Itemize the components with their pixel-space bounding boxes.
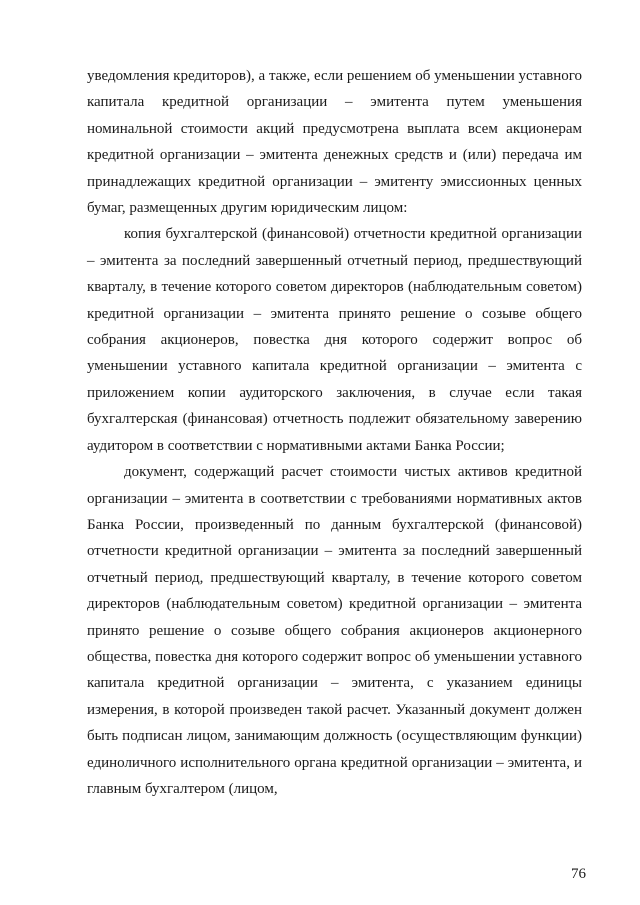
paragraph-continuation: уведомления кредиторов), а также, если решением об уменьшении уставного капитала кредитной организации – эмитента путем уменьшения номинальной стоимости акций предусмотрена выплата всем акционерам кредитной организации – эмитента денежных средств и (или) передача им принадлежащих кредитной организации – эмитенту эмиссионных ценных бумаг, размещенных другим юридическим лицом:: [87, 68, 582, 217]
paragraph-accounting-copy: копия бухгалтерской (финансовой) отчетности кредитной организации – эмитента за последний завершенный отчетный период, предшествующий кварталу, в течение которого советом директоров (наблюдательным советом) кредитной организации – эмитента принято решение о созыве общего собрания акционеров, повестка дня которого содержит вопрос об уменьшении уставного капитала кредитной организации – эмитента с приложением копии аудиторского заключения, в случае если такая бухгалтерская (финансовая) отчетность подлежит обязательному заверению аудитором в соответствии с нормативными актами Банка России;: [87, 226, 582, 454]
paragraph-net-assets-document: документ, содержащий расчет стоимости чистых активов кредитной организации – эмитента в соответствии с требованиями нормативных актов Банка России, произведенный по данным бухгалтерской (финансовой) отчетности кредитной организации – эмитента за последний завершенный отчетный период, предшествующий кварталу, в течение которого советом директоров (наблюдательным советом) кредитной организации – эмитента принято решение о созыве общего собрания акционеров акционерного общества, повестка дня которого содержит вопрос об уменьшении уставного капитала кредитной организации – эмитента, с указанием единицы измерения, в которой произведен такой расчет. Указанный документ должен быть подписан лицом, занимающим должность (осуществляющим функции) единоличного исполнительного органа кредитной организации – эмитента, и главным бухгалтером (лицом,: [87, 464, 582, 797]
page-number: 76: [571, 866, 586, 882]
body-text: [87, 63, 582, 802]
